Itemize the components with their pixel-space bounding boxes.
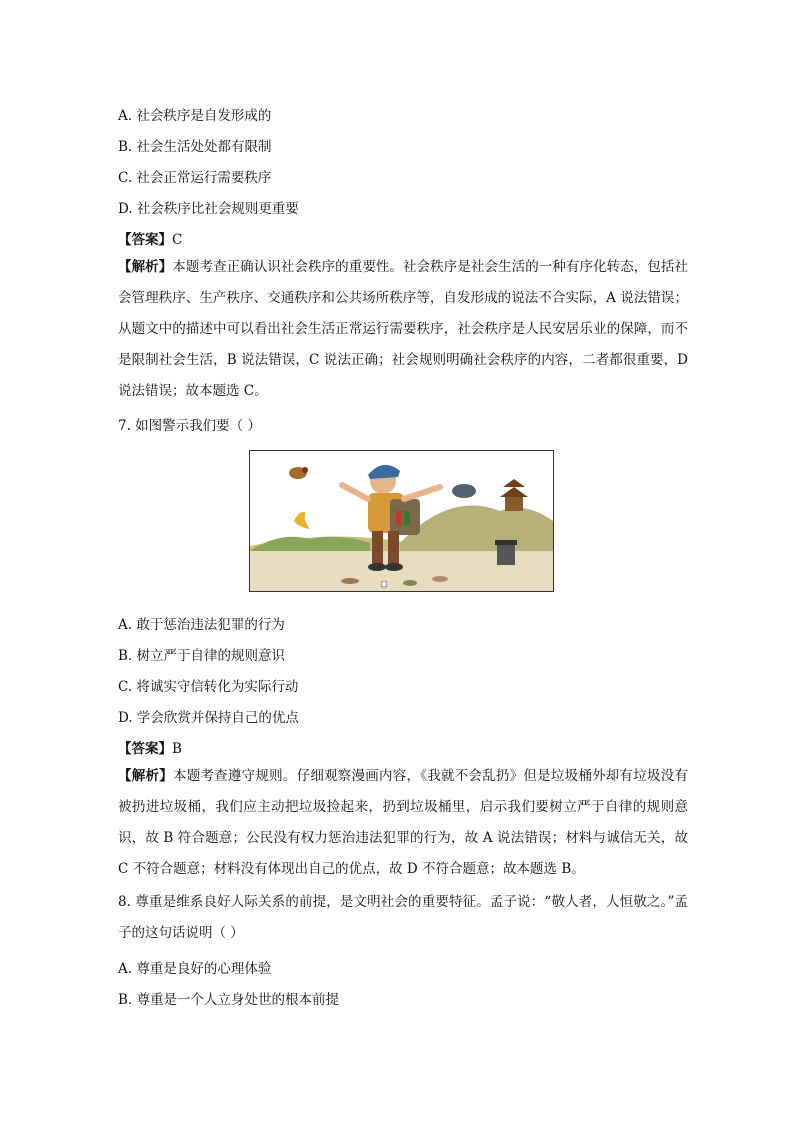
q8-option-b: B. 尊重是一个人立身处世的根本前提 xyxy=(118,992,340,1008)
q7-analysis xyxy=(118,761,688,885)
answer-value: B xyxy=(172,741,182,757)
q6-answer xyxy=(118,228,182,248)
q6-option-a: A. 社会秩序是自发形成的 xyxy=(118,108,272,124)
q7-option-a: A. 敢于惩治违法犯罪的行为 xyxy=(118,617,285,633)
cartoon-litter-illustration-icon xyxy=(250,451,553,591)
answer-value: C xyxy=(172,232,183,248)
analysis-tag: 【解析】 xyxy=(118,259,173,275)
q7-cartoon-figure xyxy=(249,450,554,592)
q6-option-c: C. 社会正常运行需要秩序 xyxy=(118,170,272,186)
q7-option-b: B. 树立严于自律的规则意识 xyxy=(118,648,286,664)
q7-answer xyxy=(118,737,182,757)
analysis-text: 本题考查正确认识社会秩序的重要性。社会秩序是社会生活的一种有序化转态，包括社会管理秩序、生产秩序、交通秩序和公共场所秩序等，自发形成的说法不合实际，A 说法错误；从题文中的描述中可以看出社会生活正常运行需要秩序，社会秩序是人民安居乐业的保障，而不是限制社会生活，B 说法错误，C 说法正确；社会规则明确社会秩序的内容，二者都很重要，D 说法错误；故本题选 C。 xyxy=(118,259,689,399)
q7-option-c: C. 将诚实守信转化为实际行动 xyxy=(118,679,299,695)
q6-option-b: B. 社会生活处处都有限制 xyxy=(118,139,272,155)
answer-tag: 【答案】 xyxy=(118,741,172,757)
q8-option-a: A. 尊重是良好的心理体验 xyxy=(118,961,272,977)
q8-question: 8. 尊重是维系良好人际关系的前提，是文明社会的重要特征。孟子说：“敬人者，人恒敬之。”孟子的这句话说明（ ） xyxy=(118,894,688,941)
answer-tag: 【答案】 xyxy=(118,232,172,248)
q7-question: 7. 如图警示我们要（ ） xyxy=(118,418,261,434)
analysis-tag: 【解析】 xyxy=(118,768,173,784)
analysis-text: 本题考查遵守规则。仔细观察漫画内容，《我就不会乱扔》但是垃圾桶外却有垃圾没有被扔进垃圾桶，我们应主动把垃圾捡起来，扔到垃圾桶里，启示我们要树立严于自律的规则意识，故 B 符合题意；公民没有权力惩治违法犯罪的行为，故 A 说法错误；材料与诚信无关，故 C 不符合题意；材料没有体现出自己的优点，故 D 不符合题意；故本题选 B。 xyxy=(118,768,689,877)
q7-option-d: D. 学会欣赏并保持自己的优点 xyxy=(118,710,299,726)
q6-option-d: D. 社会秩序比社会规则更重要 xyxy=(118,201,299,217)
q6-analysis xyxy=(118,252,688,407)
